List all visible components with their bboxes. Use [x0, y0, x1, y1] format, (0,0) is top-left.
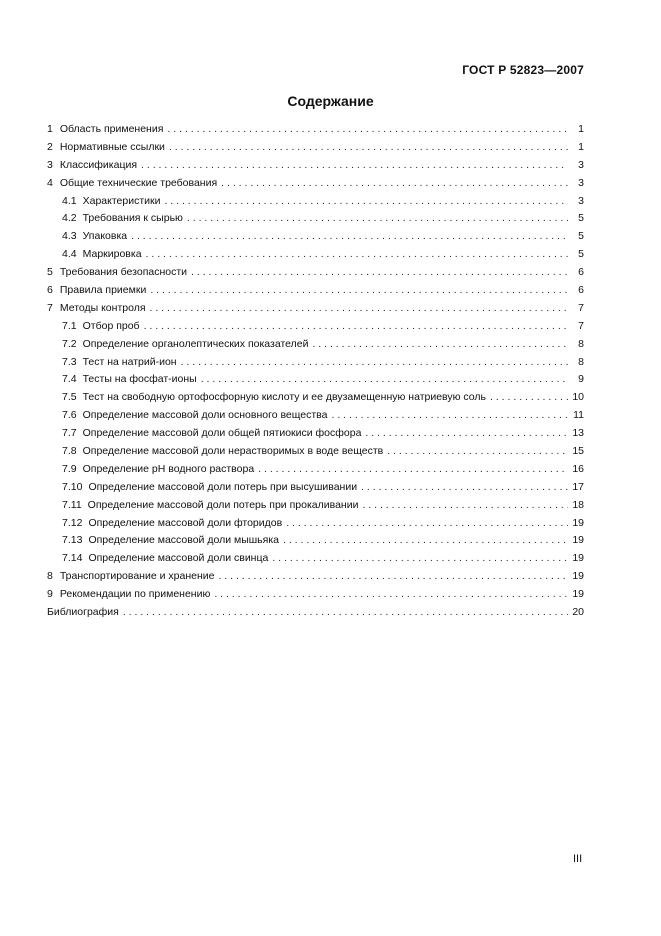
toc-entry-page: 19: [572, 534, 584, 547]
toc-entry-page: 10: [572, 391, 584, 404]
toc-dot-leader: [191, 264, 568, 282]
toc-entry-number: 5: [47, 266, 53, 279]
toc-dot-leader: [490, 389, 568, 407]
toc-dot-leader: [167, 121, 568, 139]
toc-entry: [47, 157, 584, 175]
toc-entry-number: 1: [47, 123, 53, 135]
toc-dot-leader: [187, 210, 568, 228]
toc-entry-number: 4.2: [62, 212, 77, 225]
toc-entry-title: Определение массовой доли потерь при прокаливании: [87, 498, 359, 511]
toc-entry-number: 7.14: [62, 552, 83, 565]
toc-entry-page: 5: [578, 230, 584, 243]
toc-entry: [47, 300, 584, 318]
toc-entry-number: 7.7: [62, 427, 77, 440]
toc-dot-leader: [387, 443, 568, 461]
toc-entry-number: 9: [47, 588, 53, 601]
toc-entry-title: Определение массовой доли общей пятиокиси фосфора: [82, 427, 362, 440]
toc-entry-title: Определение массовой доли свинца: [88, 552, 269, 565]
toc-dot-leader: [218, 568, 568, 586]
toc-entry-number: 6: [47, 284, 53, 297]
toc-entry-page: 15: [572, 445, 584, 458]
toc-dot-leader: [286, 515, 568, 533]
toc-entry: [47, 425, 584, 443]
toc-entry-number: 7.9: [62, 462, 77, 475]
toc-entry: [47, 389, 584, 407]
table-of-contents: [47, 121, 584, 622]
toc-entry-title: Общие технические требования: [59, 176, 218, 189]
toc-entry-number: 4.1: [62, 194, 77, 207]
toc-entry-title: Тест на натрий-ион: [82, 355, 177, 368]
toc-entry-number: 4.4: [62, 248, 77, 261]
toc-entry: [47, 193, 584, 211]
toc-entry-page: 16: [572, 462, 584, 475]
toc-entry-page: 17: [572, 480, 584, 493]
toc-dot-leader: [131, 228, 568, 246]
toc-entry: [47, 479, 584, 497]
toc-entry-title: Отбор проб: [82, 319, 140, 332]
toc-dot-leader: [331, 407, 568, 425]
toc-entry-page: 18: [572, 498, 584, 511]
toc-entry-number: 7.2: [62, 337, 77, 350]
toc-entry-page: 1: [578, 123, 584, 135]
toc-dot-leader: [181, 354, 568, 372]
toc-entry-number: 7.3: [62, 355, 77, 368]
toc-dot-leader: [150, 300, 568, 318]
toc-entry-page: 11: [573, 409, 584, 422]
toc-entry: [47, 550, 584, 568]
toc-entry-title: Правила приемки: [59, 284, 147, 297]
toc-entry: [47, 371, 584, 389]
toc-entry-number: 7.8: [62, 445, 77, 458]
toc-entry-number: 7.10: [62, 480, 83, 493]
toc-entry-title: Требования безопасности: [59, 266, 188, 279]
toc-entry-page: 5: [578, 248, 584, 261]
toc-dot-leader: [221, 175, 568, 193]
toc-entry-title: Библиография: [47, 606, 119, 619]
toc-entry: [47, 336, 584, 354]
toc-entry: [47, 532, 584, 550]
toc-entry-title: Область применения: [59, 123, 164, 135]
page-title: Содержание: [287, 93, 374, 109]
toc-entry: [47, 264, 584, 282]
toc-entry: [47, 282, 584, 300]
toc-entry-page: 3: [578, 194, 584, 207]
toc-entry-number: 7.13: [62, 534, 83, 547]
toc-entry-title: Характеристики: [82, 194, 161, 207]
toc-dot-leader: [283, 532, 568, 550]
toc-entry: [47, 604, 584, 622]
toc-entry: [47, 443, 584, 461]
toc-entry: [47, 354, 584, 372]
toc-entry: [47, 210, 584, 228]
page-number: III: [573, 853, 583, 865]
toc-dot-leader: [361, 479, 568, 497]
toc-entry-page: 9: [578, 373, 584, 386]
toc-entry: [47, 175, 584, 193]
toc-entry: [47, 139, 584, 157]
toc-entry-title: Определение массовой доли потерь при высушивании: [88, 480, 358, 493]
toc-dot-leader: [141, 157, 568, 175]
toc-entry-page: 6: [578, 266, 584, 279]
toc-dot-leader: [312, 336, 568, 354]
toc-dot-leader: [123, 604, 568, 622]
toc-entry-number: 7: [47, 301, 53, 314]
toc-entry-title: Упаковка: [82, 230, 128, 243]
toc-entry-number: 4: [47, 176, 53, 189]
toc-entry-title: Требования к сырью: [82, 212, 183, 225]
toc-entry-title: Маркировка: [82, 248, 142, 261]
toc-entry-title: Определение массовой доли основного вещества: [82, 409, 328, 422]
toc-dot-leader: [214, 586, 568, 604]
toc-entry-number: 3: [47, 158, 53, 171]
toc-dot-leader: [144, 318, 568, 336]
toc-entry-number: 7.1: [62, 319, 77, 332]
toc-entry: [47, 515, 584, 533]
toc-entry-page: 8: [578, 337, 584, 350]
toc-entry: [47, 246, 584, 264]
toc-dot-leader: [164, 193, 568, 211]
toc-entry: [47, 318, 584, 336]
toc-entry-page: 19: [572, 552, 584, 565]
toc-dot-leader: [272, 550, 568, 568]
toc-entry-page: 3: [578, 158, 584, 171]
toc-entry-number: 7.4: [62, 373, 77, 386]
toc-entry: [47, 407, 584, 425]
toc-entry: [47, 461, 584, 479]
toc-entry-page: 6: [578, 284, 584, 297]
toc-entry-number: 8: [47, 570, 53, 583]
toc-dot-leader: [169, 139, 568, 157]
toc-entry: [47, 568, 584, 586]
toc-entry-page: 5: [578, 212, 584, 225]
toc-dot-leader: [258, 461, 568, 479]
toc-entry-title: Определение органолептических показателей: [82, 337, 309, 350]
toc-entry-number: 7.6: [62, 409, 77, 422]
toc-entry-page: 8: [578, 355, 584, 368]
toc-entry-title: Тесты на фосфат-ионы: [82, 373, 197, 386]
toc-entry-number: 7.5: [62, 391, 77, 404]
toc-entry-number: 7.11: [62, 498, 82, 511]
toc-entry-page: 13: [572, 427, 584, 440]
toc-entry: [47, 586, 584, 604]
toc-entry-title: Определение рН водного раствора: [82, 462, 255, 475]
toc-dot-leader: [201, 371, 568, 389]
toc-entry-title: Методы контроля: [59, 301, 146, 314]
toc-entry-title: Определение массовой доли мышьяка: [88, 534, 279, 547]
toc-entry-page: 19: [572, 570, 584, 583]
toc-entry-title: Определение массовой доли фторидов: [88, 516, 283, 529]
document-standard-number: ГОСТ Р 52823—2007: [462, 63, 584, 77]
toc-entry-number: 7.12: [62, 516, 83, 529]
toc-entry: [47, 121, 584, 139]
toc-entry-page: 19: [572, 588, 584, 601]
toc-dot-leader: [365, 425, 568, 443]
toc-entry-number: 2: [47, 140, 53, 153]
toc-entry-page: 19: [572, 516, 584, 529]
toc-entry-title: Определение массовой доли нерастворимых в воде веществ: [82, 445, 384, 458]
toc-entry-title: Тест на свободную ортофосфорную кислоту и ее двузамещенную натриевую соль: [82, 391, 487, 404]
toc-entry-title: Нормативные ссылки: [59, 140, 165, 153]
toc-entry: [47, 228, 584, 246]
toc-entry: [47, 497, 584, 515]
toc-dot-leader: [362, 497, 568, 515]
toc-entry-title: Транспортирование и хранение: [59, 570, 215, 583]
toc-dot-leader: [150, 282, 568, 300]
toc-dot-leader: [146, 246, 568, 264]
toc-entry-title: Классификация: [59, 158, 138, 171]
toc-entry-page: 7: [578, 301, 584, 314]
toc-entry-page: 7: [578, 319, 584, 332]
toc-entry-page: 20: [572, 606, 584, 619]
toc-entry-page: 3: [578, 176, 584, 189]
toc-entry-number: 4.3: [62, 230, 77, 243]
toc-entry-title: Рекомендации по применению: [59, 588, 211, 601]
toc-entry-page: 1: [578, 140, 584, 153]
